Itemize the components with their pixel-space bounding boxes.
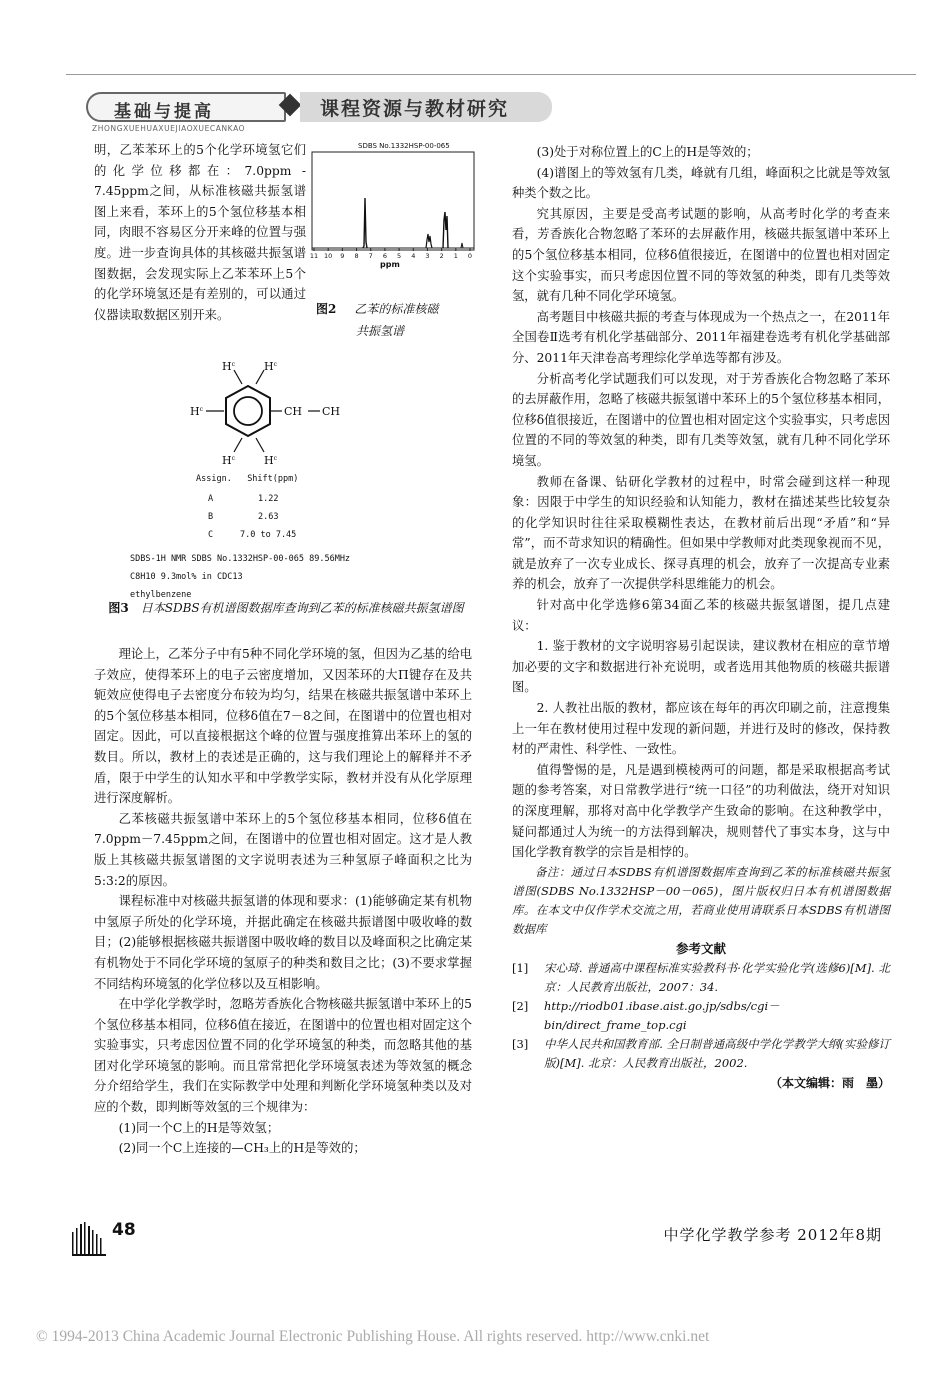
caption-number: 图2 <box>316 302 337 316</box>
svg-text:Hc: $H^c$ <box>222 454 235 467</box>
paragraph: 分析高考化学试题我们可以发现，对于芳香族化合物忽略了苯环的去屏蔽作用，忽略了核磁共振氢谱中苯环上的5个氢位移基本相同，位移δ值很接近，在图谱中的位置也相对固定这个实验事实，只考虑因位置的不同的等效氢的种类，即有几类等效氢，就有几种不同化学环境氢。 <box>512 371 890 468</box>
svg-text:CH: CH <box>284 405 303 418</box>
rule-item: (3)处于对称位置上的C上的H是等效的； <box>536 145 759 159</box>
editor-credit: （本文编辑：雨 墨） <box>769 1076 890 1091</box>
ethylbenzene-structure <box>178 360 378 470</box>
spectrum-title: SDBS No.1332HSP-00-065 <box>358 142 450 150</box>
copyright-line: © 1994-2013 China Academic Journal Electronic Publishing House. All rights reserved. http://www.cnki.net <box>36 1328 710 1345</box>
reference-item: [2] http://riodb01.ibase.aist.go.jp/sdbs/cgi－bin/direct_frame_top.cgi <box>512 999 780 1033</box>
paragraph: 高考题目中核磁共振的考查与体现成为一个热点之一，在2011年全国卷Ⅱ选考有机化学基础部分、2011年福建卷选考有机化学基础部分、2011年天津卷高考理综化学单选等都有涉及。 <box>512 309 890 365</box>
spectrum-meta: SDBS-1H NMR SDBS No.1332HSP-00-065 89.56MHz <box>130 554 351 564</box>
axis-tick-label: 0 <box>467 252 473 260</box>
axis-tick-label: 9 <box>340 252 345 260</box>
rule-item: (4)谱图上的等效氢有几类，峰就有几组，峰面积之比就是等效氢种类个数之比。 <box>512 165 890 201</box>
paragraph: 值得警惕的是，凡是遇到模棱两可的问题，都是采取根据高考试题的参考答案，对日常教学进行“统一口径”的功利做法，绕开对知识的深度理解，那将对高中化学教学产生致命的影响。在这种教学中，疑问都通过人为统一的方法得到解决，规则替代了事实本身，这与中国化学教育教学的宗旨是相悖的。 <box>512 762 890 860</box>
right-main-text <box>512 142 890 1094</box>
caption-text: 日本SDBS有机谱图数据库查询到乙苯的标准核磁共振氢谱图 <box>140 601 464 615</box>
axis-tick-label: 4 <box>411 252 416 260</box>
shift-value: 2.63 <box>258 512 279 522</box>
column-tab <box>300 92 552 122</box>
figure-2-spectrum <box>308 142 480 270</box>
shift-value: 1.22 <box>258 494 279 504</box>
paragraph: 在中学化学教学时，忽略芳香族化合物核磁共振氢谱中苯环上的5个氢位移基本相同，位移δ值在接近，在图谱中的位置也相对固定这个实验事实，只考虑因位置不同的化学环境氢的种类，而忽略其他的基团对化学环境氢的影响。而且常常把化学环境氢表述为等效氢的概念分介绍给学生，我们在实际教学中处理和判断化学环境氢种类以及对应的个数，即判断等效氢的三个规律为： <box>94 997 472 1115</box>
axis-tick-label: 2 <box>439 252 444 260</box>
section-label: 基础与提高 <box>114 102 214 122</box>
axis-tick-label: 10 <box>324 252 333 260</box>
caption-text: 乙苯的标准核磁 <box>354 302 439 316</box>
rule-item: (1)同一个C上的H是等效氢； <box>118 1120 280 1135</box>
axis-tick-label: 5 <box>397 252 402 260</box>
figure-2-caption <box>316 298 486 342</box>
rule-item: (2)同一个C上连接的—CH₃上的H是等效的； <box>118 1141 366 1156</box>
column-label: 课程资源与教材研究 <box>320 98 510 120</box>
figure-3-caption <box>96 598 476 619</box>
axis-tick-label: 7 <box>368 252 373 260</box>
axis-tick-label: 3 <box>425 252 430 260</box>
peak-ch2 <box>426 234 432 248</box>
svg-text:Hc: $H^c$ <box>190 405 203 418</box>
barcode-icon <box>70 1218 108 1258</box>
paragraph: 教师在备课、钻研化学教材的过程中，时常会碰到这样一种现象：因限于中学生的知识经验和认知能力，教材在描述某些比较复杂的化学知识时往往采取模糊性表达，在教材前后出现“矛盾”和“异常”，而不苛求知识的精确性。但如果中学教师对此类现象视而不见，就是放弃了一次专业成长、探寻真理的机会，放弃了一次提高专业素养的机会，放弃了一次提供学科思维能力的机会。 <box>512 474 890 592</box>
shift-row: A <box>208 494 214 504</box>
caption-text: 共振氢谱 <box>356 324 405 338</box>
peak-ch3 <box>443 212 448 248</box>
reference-item: [3] 中华人民共和国教育部. 全日制普通高级中学化学教学大纲(实验修订版)[M]. 北京：人民教育出版社，2002. <box>512 1037 890 1071</box>
paragraph: 乙苯核磁共振氢谱中苯环上的5个氢位移基本相同，位移δ值在7.0ppm－7.45ppm之间，在图谱中的位置也相对固定。这才是人教版上其核磁共振氢谱图的文字说明表述为三种氢原子峰面积之比为5:3:2的原因。 <box>94 811 472 888</box>
left-main-text <box>94 644 472 1159</box>
paragraph: 究其原因，主要是受高考试题的影响，从高考时化学的考查来看，芳香族化合物忽略了苯环的去屏蔽作用，核磁共振氢谱中苯环上的5个氢位移基本相同，位移δ值很接近，在图谱中的位置也相对固定这个实验事实，而只考虑因位置不同的等效氢的种类，即有几类等效氢，就有几种不同化学环境氢。 <box>512 206 890 304</box>
shift-table-header: Assign. Shift(ppm) <box>196 474 299 484</box>
svg-text:Hc: $H^c$ <box>264 454 277 467</box>
shift-row: B <box>208 512 214 522</box>
axis-tick-label: 6 <box>382 252 387 260</box>
paragraph: 针对高中化学选修6第34面乙苯的核磁共振氢谱图，提几点建议： <box>512 598 890 633</box>
svg-text:Hc: $H^c$ <box>222 360 235 373</box>
shift-row: C <box>208 530 214 540</box>
axis-unit: ppm <box>380 260 400 269</box>
reference-item: [1] 宋心琦. 普通高中课程标准实验教科书·化学实验化学(选修6)[M]. 北京：人民教育出版社，2007：34. <box>512 961 890 995</box>
svg-text:CH: CH <box>322 405 341 418</box>
spectrum-plot <box>308 142 480 270</box>
spectrum-meta: ethylbenzene <box>130 590 192 600</box>
left-top-text <box>94 140 306 325</box>
journal-name: 中学化学教学参考 2012年8期 <box>663 1226 882 1244</box>
spectrum-meta: C8H10 9.3mol% in CDC13 <box>130 572 243 582</box>
peak-aromatic <box>363 198 367 248</box>
peak-tms <box>461 243 463 248</box>
paragraph: 理论上，乙苯分子中有5种不同化学环境的氢，但因为乙基的给电子效应，使得苯环上的电子云密度增加，又因苯环的大Π键存在及共轭效应使得电子去密度分布较为均匀，结果在核磁共振氢谱中苯环上的5个氢位移基本相同，位移δ值在7－8之间，在图谱中的位置也相对固定。因此，可以直接根据这个峰的位置与强度推算出苯环上的氢的数目。所以，教材上的表述是正确的，这与我们理论上的解释并不矛盾，限于中学生的认知水平和中学教学实际，教材并没有从化学原理进行深度解析。 <box>94 647 472 806</box>
page-number: 48 <box>112 1220 136 1240</box>
suggestion-item: 1. 鉴于教材的文字说明容易引起误读，建议教材在相应的章节增加必要的文字和数据进行补充说明，或者选用其他物质的核磁共振谱图。 <box>512 639 890 695</box>
axis-tick-label: 11 <box>309 252 319 260</box>
section-tab <box>86 92 286 122</box>
caption-number: 图3 <box>108 601 129 615</box>
copyright-note: 备注：通过日本SDBS有机谱图数据库查询到乙苯的标准核磁共振氢谱图(SDBS No.1332HSP－00－065)，图片版权归日本有机谱图数据库。在本文中仅作学术交流之用，若商业使用请联系日本SDBS有机谱图数据库 <box>512 864 890 936</box>
axis-tick-label: 1 <box>453 252 458 260</box>
references-title: 参考文献 <box>675 940 726 956</box>
top-rule <box>66 74 916 75</box>
paragraph: 明，乙苯苯环上的5个化学环境氢它们的化学位移都在：7.0ppm - 7.45ppm之间，从标准核磁共振氢谱图上来看，苯环上的5个氢位移基本相同，肉眼不容易区分开来峰的位置与强度。进一步查询具体的其核磁共振氢谱图数据，会发现实际上乙苯苯环上5个的化学环境氢还是有差别的，可以通过仪器读取数据区别开来。 <box>94 143 306 322</box>
paragraph: 课程标准中对核磁共振氢谱的体现和要求：(1)能够确定某有机物中氢原子所处的化学环境，并据此确定在核磁共振谱图中吸收峰的数目；(2)能够根据核磁共振谱图中吸收峰的数目以及峰面积之比确定某有机物处于不同化学环境的氢原子的种类和数目之比；(3)不要求掌握不同结构环境氢的化学位移以及互相影响。 <box>94 894 472 991</box>
svg-text:Hc: $H^c$ <box>264 360 277 373</box>
axis-tick-label: 8 <box>354 252 359 260</box>
suggestion-item: 2. 人教社出版的教材，都应该在每年的再次印刷之前，注意搜集上一年在教材使用过程中发现的新问题，并进行及时的修改，保持教材的严肃性、科学性、一致性。 <box>512 701 890 757</box>
shift-value: 7.0 to 7.45 <box>240 530 297 540</box>
header-pinyin: ZHONGXUEHUAXUEJIAOXUECANKAO <box>92 124 246 133</box>
